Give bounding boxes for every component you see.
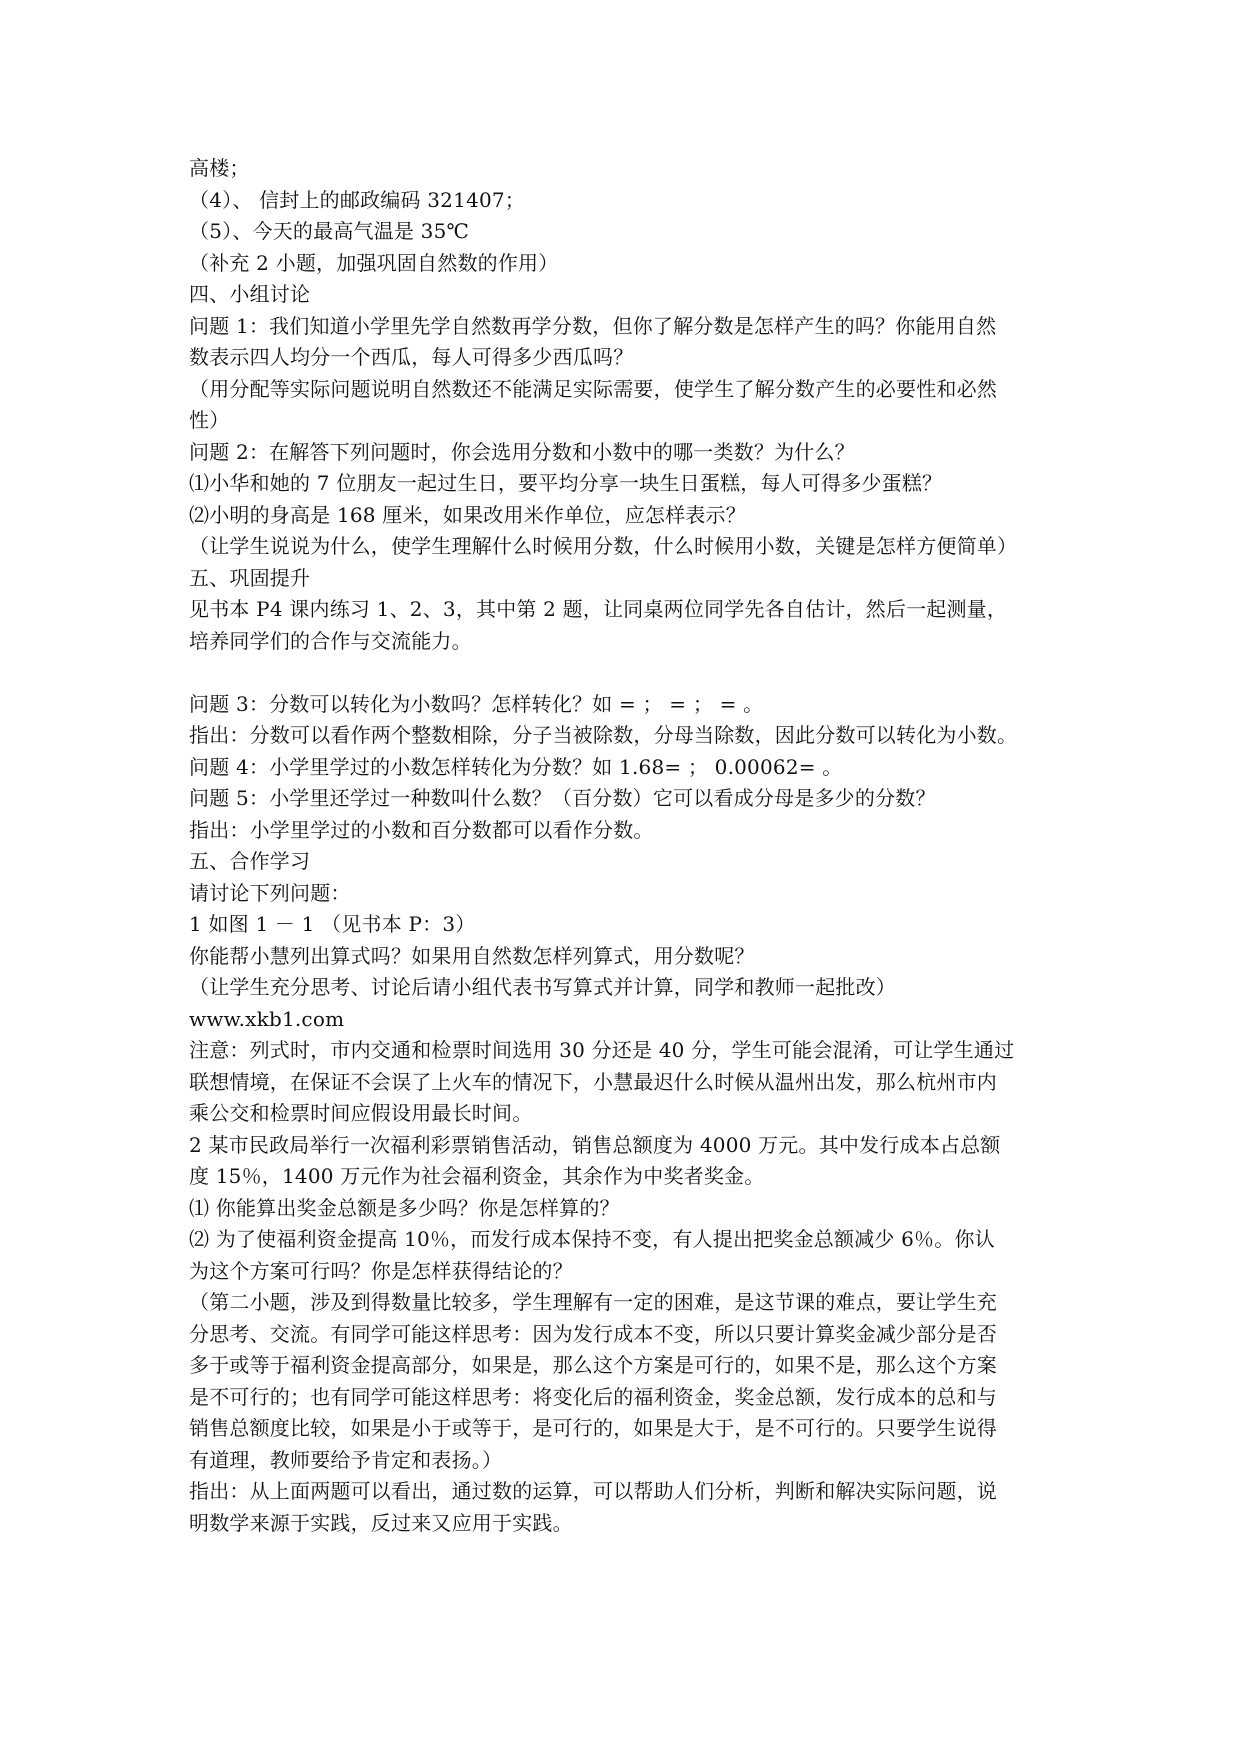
text-line: ⑴小华和她的 7 位朋友一起过生日，要平均分享一块生日蛋糕，每人可得多少蛋糕？ <box>189 471 943 495</box>
text-line: （第二小题，涉及到得数量比较多，学生理解有一定的困难，是这节课的难点，要让学生充 <box>189 1290 997 1314</box>
text-line: 为这个方案可行吗？你是怎样获得结论的？ <box>189 1258 573 1283</box>
text-line: 指出：从上面两题可以看出，通过数的运算，可以帮助人们分析，判断和解决实际问题，说 <box>189 1479 997 1503</box>
text-line: （5）、今天的最高气温是 35℃ <box>189 219 470 243</box>
text-line: （补充 2 小题，加强巩固自然数的作用） <box>189 250 559 275</box>
text-line: 请讨论下列问题： <box>189 880 351 905</box>
website-text: www.xkb1.com <box>189 1006 345 1031</box>
section-heading: 五、合作学习 <box>189 849 311 873</box>
blank-line <box>189 657 1069 689</box>
section-heading: 四、小组讨论 <box>189 282 311 306</box>
text-line: 数表示四人均分一个西瓜，每人可得多少西瓜吗？ <box>189 345 634 369</box>
text-line: 度 15％，1400 万元作为社会福利资金，其余作为中奖者奖金。 <box>189 1164 765 1188</box>
text-line: （让学生说说为什么，使学生理解什么时候用分数，什么时候用小数，关键是怎样方便简单） <box>189 534 1018 558</box>
text-line: 指出：分数可以看作两个整数相除，分子当被除数，分母当除数，因此分数可以转化为小数。 <box>189 723 1018 747</box>
text-line: 1 如图 1 － 1 （见书本 P：3） <box>189 912 476 936</box>
text-line: （让学生充分思考、讨论后请小组代表书写算式并计算，同学和教师一起批改） <box>189 975 896 999</box>
text-line: 乘公交和检票时间应假设用最长时间。 <box>189 1101 533 1125</box>
text-line: 问题 3：分数可以转化为小数吗？怎样转化？如 = ； = ； = 。 <box>189 691 764 716</box>
text-line: 问题 1：我们知道小学里先学自然数再学分数，但你了解分数是怎样产生的吗？你能用自然 <box>189 313 997 338</box>
text-line: ⑵小明的身高是 168 厘米，如果改用米作单位，应怎样表示？ <box>189 502 746 527</box>
text-block-a <box>189 153 1069 657</box>
section-heading: 五、巩固提升 <box>189 565 311 590</box>
text-line: ⑵ 为了使福利资金提高 10％，而发行成本保持不变，有人提出把奖金总额减少 6％。你认 <box>189 1227 995 1251</box>
text-line: （用分配等实际问题说明自然数还不能满足实际需要，使学生了解分数产生的必要性和必然 <box>189 376 997 401</box>
text-line: 问题 4：小学里学过的小数怎样转化为分数？如 1.68= ； 0.00062= 。 <box>189 754 843 779</box>
text-line: ⑴ 你能算出奖金总额是多少吗？你是怎样算的？ <box>189 1195 620 1220</box>
text-line: 明数学来源于实践，反过来又应用于实践。 <box>189 1510 573 1535</box>
text-line: 高楼； <box>189 156 250 180</box>
text-line: 销售总额度比较，如果是小于或等于，是可行的，如果是大于，是不可行的。只要学生说得 <box>189 1416 997 1440</box>
text-line: 性） <box>189 408 230 432</box>
text-line: 问题 5：小学里还学过一种数叫什么数？（百分数）它可以看成分母是多少的分数？ <box>189 786 936 810</box>
text-line: 是不可行的；也有同学可能这样思考：将变化后的福利资金，奖金总额，发行成本的总和与 <box>189 1384 997 1409</box>
text-line: 你能帮小慧列出算式吗？如果用自然数怎样列算式，用分数呢？ <box>189 943 755 968</box>
text-line: 联想情境，在保证不会误了上火车的情况下，小慧最迟什么时候从温州出发，那么杭州市内 <box>189 1069 997 1094</box>
text-line: 注意：列式时，市内交通和检票时间选用 30 分还是 40 分，学生可能会混淆，可让学生通过 <box>189 1038 1015 1062</box>
text-line: 多于或等于福利资金提高部分，如果是，那么这个方案是可行的，如果不是，那么这个方案 <box>189 1353 997 1377</box>
text-block-b <box>189 689 1069 1540</box>
text-line: 指出：小学里学过的小数和百分数都可以看作分数。 <box>189 817 654 842</box>
text-line: 问题 2：在解答下列问题时，你会选用分数和小数中的哪一类数？为什么？ <box>189 439 855 464</box>
document-page <box>189 153 1069 1539</box>
text-line: 2 某市民政局举行一次福利彩票销售活动，销售总额度为 4000 万元。其中发行成本占总额 <box>189 1132 1001 1157</box>
text-line: （4）、 信封上的邮政编码 321407； <box>189 187 525 212</box>
text-line: 培养同学们的合作与交流能力。 <box>189 628 472 653</box>
text-line: 有道理，教师要给予肯定和表扬。） <box>189 1447 503 1472</box>
text-line: 见书本 P4 课内练习 1、2、3，其中第 2 题，让同桌两位同学先各自估计，然后一起测量， <box>189 597 1008 621</box>
text-line: 分思考、交流。有同学可能这样思考：因为发行成本不变，所以只要计算奖金减少部分是否 <box>189 1321 997 1346</box>
